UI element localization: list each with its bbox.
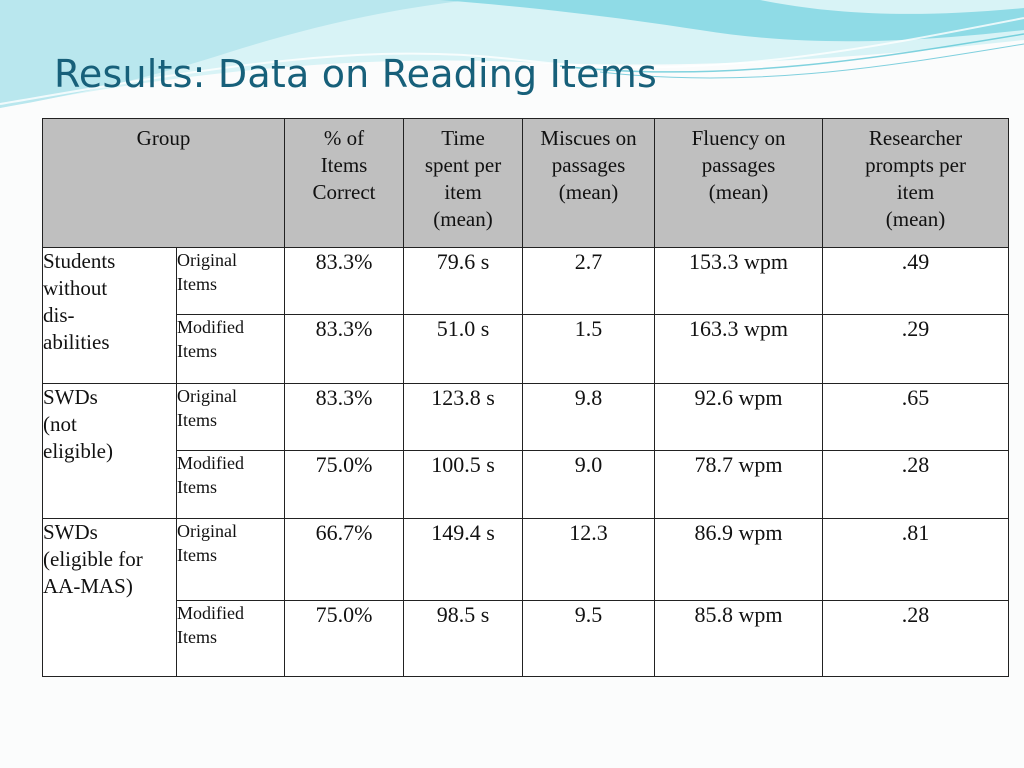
table-row [43,384,1009,451]
item-type-cell: Modified Items [177,451,285,519]
miscues-cell: 12.3 [523,519,655,601]
header-time-spent: Time spent per item (mean) [404,119,523,248]
time-spent-cell: 100.5 s [404,451,523,519]
item-type-cell: Original Items [177,519,285,601]
item-type-cell: Original Items [177,248,285,315]
item-type-cell: Modified Items [177,315,285,384]
prompts-cell: .49 [823,248,1009,315]
time-spent-cell: 79.6 s [404,248,523,315]
prompts-cell: .29 [823,315,1009,384]
group-cell: SWDs (not eligible) [43,384,177,519]
miscues-cell: 9.5 [523,601,655,677]
table-row [43,315,1009,384]
slide-title: Results: Data on Reading Items [54,52,657,96]
header-fluency: Fluency on passages (mean) [655,119,823,248]
item-type-cell: Original Items [177,384,285,451]
item-type-cell: Modified Items [177,601,285,677]
percent-correct-cell: 83.3% [285,315,404,384]
time-spent-cell: 149.4 s [404,519,523,601]
table-row [43,519,1009,601]
prompts-cell: .28 [823,451,1009,519]
table-row [43,248,1009,315]
fluency-cell: 85.8 wpm [655,601,823,677]
percent-correct-cell: 75.0% [285,451,404,519]
table-row [43,451,1009,519]
group-cell: SWDs (eligible for AA-MAS) [43,519,177,677]
fluency-cell: 163.3 wpm [655,315,823,384]
table-header-row [43,119,1009,248]
fluency-cell: 92.6 wpm [655,384,823,451]
time-spent-cell: 51.0 s [404,315,523,384]
miscues-cell: 2.7 [523,248,655,315]
percent-correct-cell: 83.3% [285,248,404,315]
results-table [42,118,1009,677]
prompts-cell: .65 [823,384,1009,451]
prompts-cell: .81 [823,519,1009,601]
header-miscues: Miscues on passages (mean) [523,119,655,248]
header-percent-correct: % of Items Correct [285,119,404,248]
percent-correct-cell: 75.0% [285,601,404,677]
miscues-cell: 1.5 [523,315,655,384]
percent-correct-cell: 83.3% [285,384,404,451]
header-group: Group [43,119,285,248]
header-prompts: Researcher prompts per item (mean) [823,119,1009,248]
prompts-cell: .28 [823,601,1009,677]
fluency-cell: 153.3 wpm [655,248,823,315]
group-cell: Students without dis- abilities [43,248,177,384]
miscues-cell: 9.8 [523,384,655,451]
time-spent-cell: 123.8 s [404,384,523,451]
fluency-cell: 78.7 wpm [655,451,823,519]
time-spent-cell: 98.5 s [404,601,523,677]
table-row [43,601,1009,677]
fluency-cell: 86.9 wpm [655,519,823,601]
miscues-cell: 9.0 [523,451,655,519]
percent-correct-cell: 66.7% [285,519,404,601]
